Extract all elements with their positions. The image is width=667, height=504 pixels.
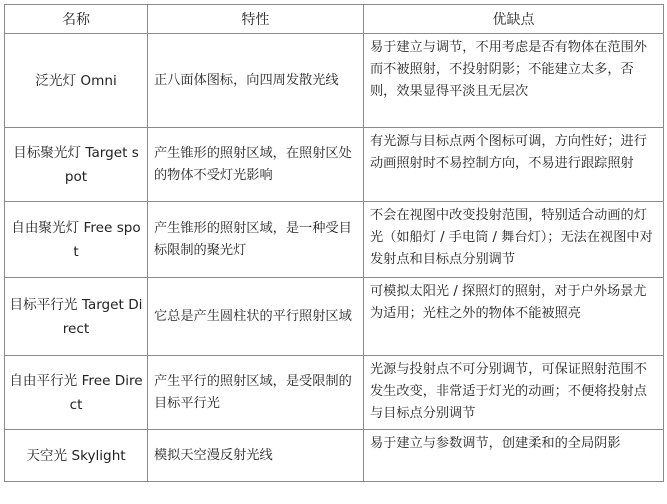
light-name: 目标聚光灯 Target spot xyxy=(5,128,148,202)
table-row xyxy=(5,34,664,128)
header-name: 名称 xyxy=(5,5,148,34)
light-name: 自由平行光 Free Direct xyxy=(5,356,148,430)
light-name: 自由聚光灯 Free spot xyxy=(5,202,148,278)
light-pros-cons: 易于建立与调节，不用考虑是否有物体在范围外而不被照射，不投射阴影；不能建立太多，否则，效果显得平淡且无层次 xyxy=(364,34,664,128)
table-row xyxy=(5,202,664,278)
light-pros-cons: 有光源与目标点两个图标可调，方向性好；进行动画照射时不易控制方向，不易进行跟踪照射 xyxy=(364,128,664,202)
light-pros-cons: 光源与投射点不可分别调节，可保证照射范围不发生改变，非常适于灯光的动画；不便将投射点与目标点分别调节 xyxy=(364,356,664,430)
light-feature: 模拟天空漫反射光线 xyxy=(148,430,364,482)
table-row xyxy=(5,430,664,482)
table-row xyxy=(5,278,664,356)
light-pros-cons: 可模拟太阳光 / 探照灯的照射，对于户外场景尤为适用；光柱之外的物体不能被照亮 xyxy=(364,278,664,356)
light-feature: 它总是产生圆柱状的平行照射区域 xyxy=(148,278,364,356)
light-name: 泛光灯 Omni xyxy=(5,34,148,128)
table-row xyxy=(5,356,664,430)
header-feature: 特性 xyxy=(148,5,364,34)
light-feature: 产生锥形的照射区域，在照射区处的物体不受灯光影响 xyxy=(148,128,364,202)
light-pros-cons: 易于建立与参数调节，创建柔和的全局阴影 xyxy=(364,430,664,482)
light-feature: 产生锥形的照射区域，是一种受目标限制的聚光灯 xyxy=(148,202,364,278)
table-header-row xyxy=(5,5,664,34)
light-name: 天空光 Skylight xyxy=(5,430,148,482)
light-name: 目标平行光 Target Direct xyxy=(5,278,148,356)
light-feature: 产生平行的照射区域，是受限制的目标平行光 xyxy=(148,356,364,430)
header-pros-cons: 优缺点 xyxy=(364,5,664,34)
light-feature: 正八面体图标，向四周发散光线 xyxy=(148,34,364,128)
light-pros-cons: 不会在视图中改变投射范围，特别适合动画的灯光（如船灯 / 手电筒 / 舞台灯）；无法在视图中对发射点和目标点分别调节 xyxy=(364,202,664,278)
table-row xyxy=(5,128,664,202)
light-types-table xyxy=(4,4,664,482)
